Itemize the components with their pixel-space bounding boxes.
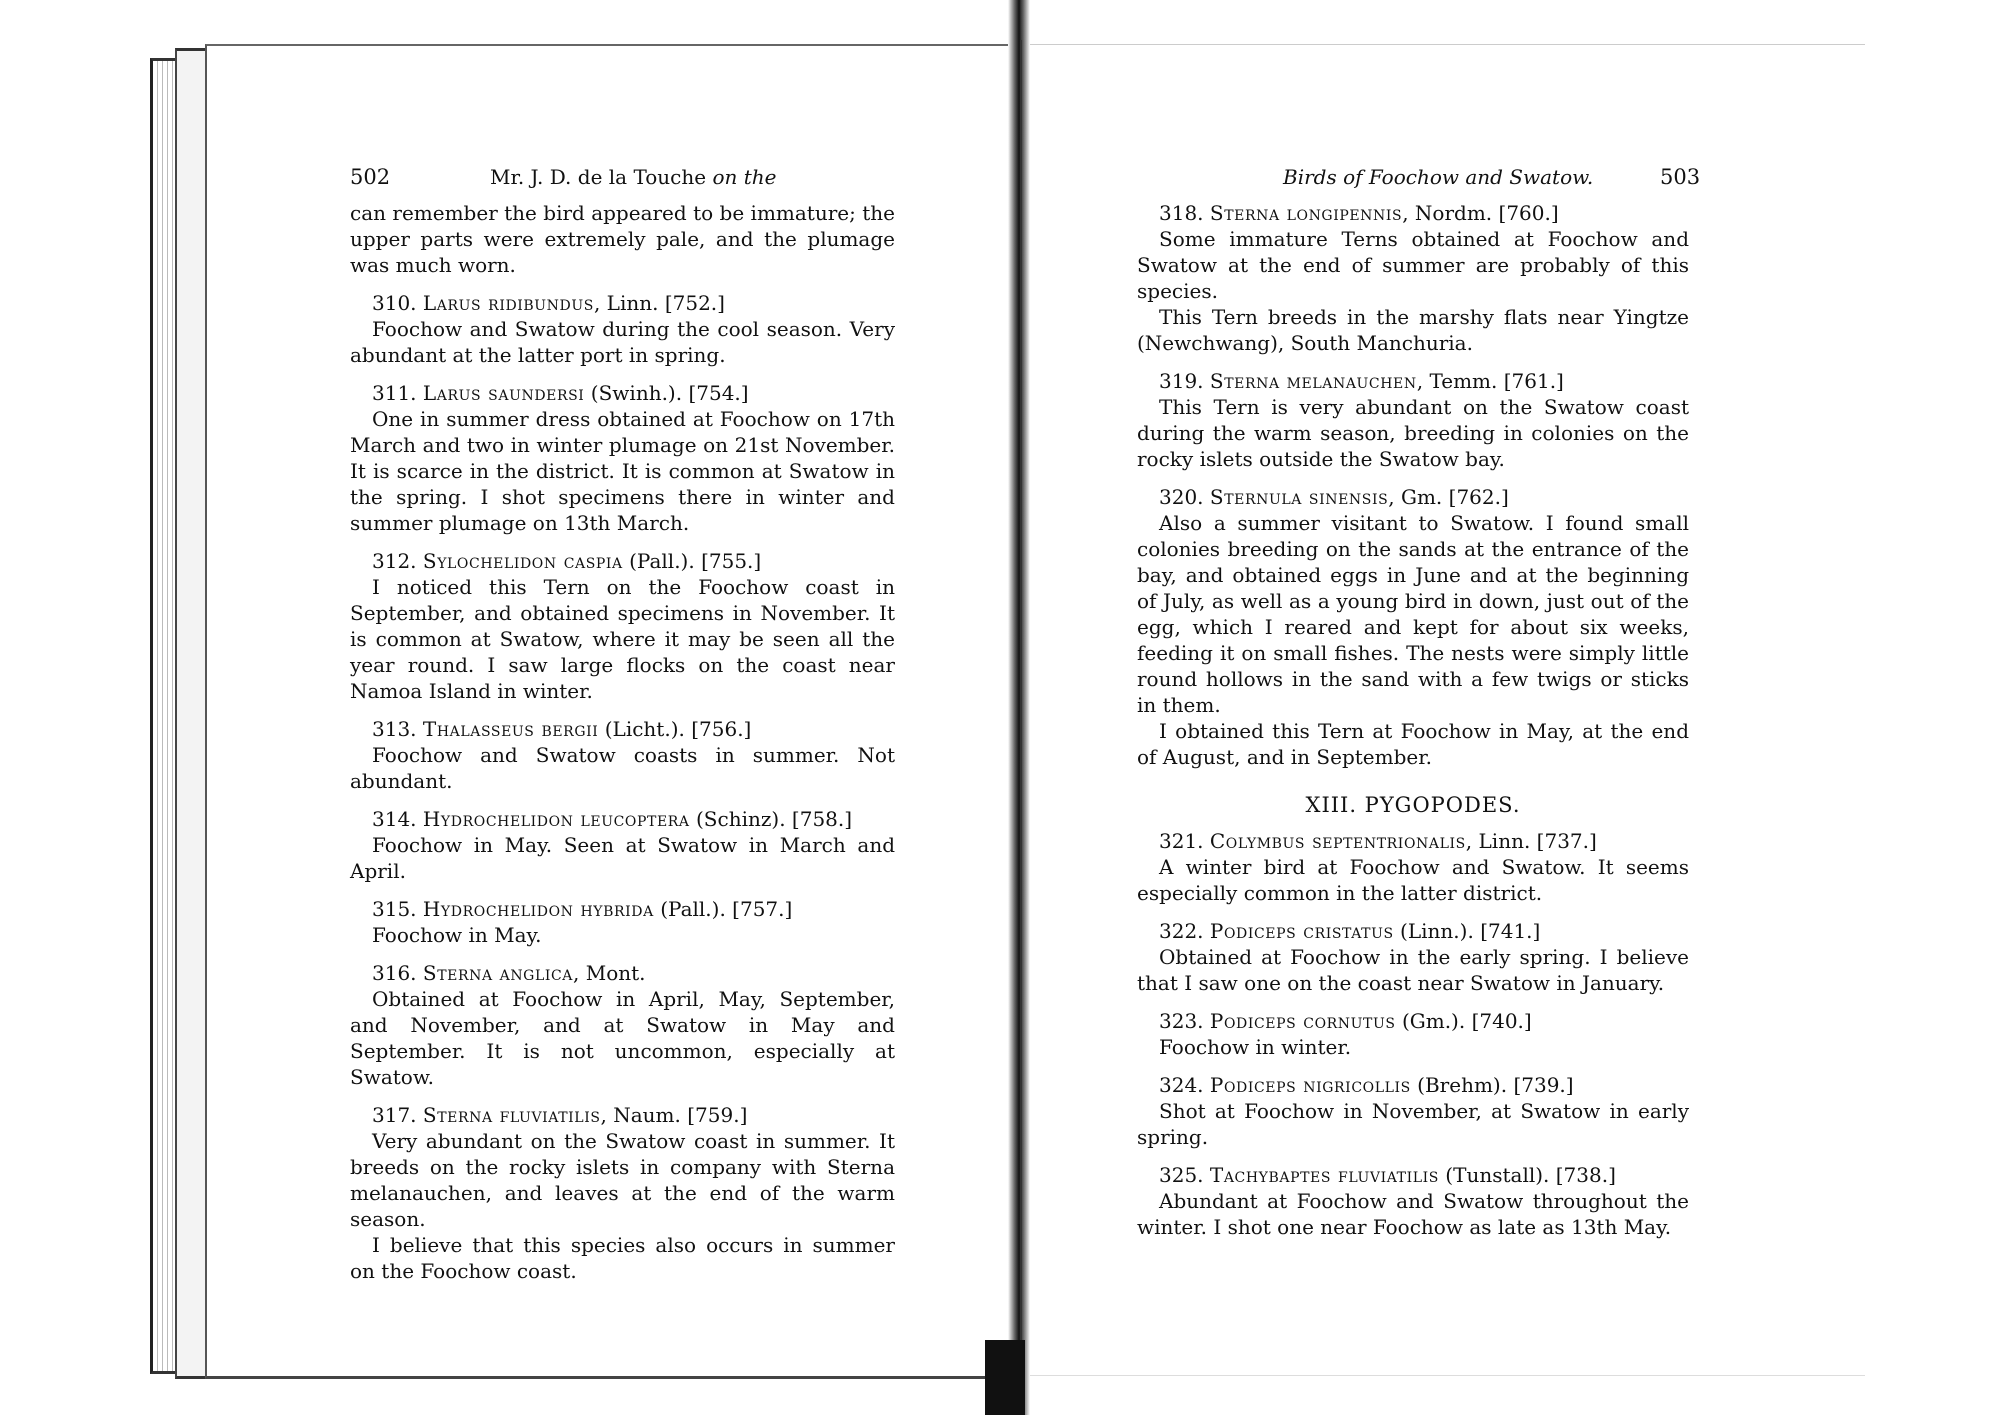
- species-entry: [1137, 1008, 1689, 1060]
- species-entry: [1137, 828, 1689, 906]
- entry-number: 323.: [1159, 1009, 1210, 1033]
- genus-name: Sylochelidon: [422, 549, 564, 573]
- entry-heading: [350, 716, 895, 742]
- species-entry: [350, 716, 895, 794]
- catalogue-ref: [737.]: [1536, 829, 1597, 853]
- entry-number: 318.: [1159, 201, 1210, 225]
- species-entry: [1137, 484, 1689, 770]
- entry-heading: [1137, 200, 1689, 226]
- entry-number: 325.: [1159, 1163, 1210, 1187]
- species-name: fluviatilis: [1338, 1163, 1439, 1187]
- catalogue-ref: [756.]: [691, 717, 752, 741]
- entry-heading: [1137, 484, 1689, 510]
- genus-name: Sterna: [1209, 201, 1287, 225]
- species-entry: [1137, 918, 1689, 996]
- genus-name: Sterna: [1209, 369, 1287, 393]
- continuation-paragraph: can remember the bird appeared to be immature; the upper parts were extremely pale, and the plumage was much worn.: [350, 201, 895, 277]
- authority: , Mont.: [573, 961, 646, 985]
- species-entry: [1137, 200, 1689, 356]
- entry-heading: [350, 1102, 895, 1128]
- authority: (Pall.).: [653, 897, 733, 921]
- entry-paragraph: I believe that this species also occurs in summer on the Foochow coast.: [350, 1233, 895, 1283]
- entry-heading: [1137, 918, 1689, 944]
- entry-number: 320.: [1159, 485, 1210, 509]
- entry-paragraph: Shot at Foochow in November, at Swatow in early spring.: [1137, 1099, 1689, 1149]
- authority: , Temm.: [1416, 369, 1504, 393]
- gutter-line: [1020, 40, 1022, 1390]
- entry-heading: [350, 548, 895, 574]
- entry-number: 312.: [372, 549, 423, 573]
- genus-name: Tachybaptes: [1209, 1163, 1339, 1187]
- genus-name: Larus: [422, 291, 489, 315]
- entry-paragraph: Abundant at Foochow and Swatow throughout the winter. I shot one near Foochow as late as 13th May.: [1137, 1189, 1689, 1239]
- section-title: XIII. PYGOPODES.: [1305, 793, 1521, 817]
- genus-name: Hydrochelidon: [422, 807, 581, 831]
- genus-name: Sterna: [422, 961, 500, 985]
- species-name: cornutus: [1303, 1009, 1396, 1033]
- authority: (Pall.).: [622, 549, 702, 573]
- left-column: [350, 200, 895, 1296]
- authority: , Gm.: [1388, 485, 1449, 509]
- entry-paragraph: Foochow in May.: [372, 923, 542, 947]
- entry-number: 315.: [372, 897, 423, 921]
- right-column: [1137, 200, 1689, 1252]
- species-entry: [350, 1102, 895, 1284]
- genus-name: Podiceps: [1209, 1009, 1304, 1033]
- catalogue-ref: [761.]: [1503, 369, 1564, 393]
- authority: (Gm.).: [1395, 1009, 1472, 1033]
- entry-number: 310.: [372, 291, 423, 315]
- authority: , Linn.: [1465, 829, 1537, 853]
- species-name: melanauchen: [1286, 369, 1417, 393]
- left-page-number: 502: [350, 165, 391, 189]
- entry-heading: [1137, 828, 1689, 854]
- authority: (Schinz).: [689, 807, 792, 831]
- entry-paragraph: Obtained at Foochow in April, May, September, and November, and at Swatow in May and September. It is not uncommon, especially at Swatow.: [350, 987, 895, 1089]
- authority: , Linn.: [593, 291, 665, 315]
- entry-number: 322.: [1159, 919, 1210, 943]
- entry-paragraph: This Tern breeds in the marshy flats near Yingtze (Newchwang), South Manchuria.: [1137, 305, 1689, 355]
- species-name: anglica: [499, 961, 574, 985]
- entry-paragraph: Some immature Terns obtained at Foochow and Swatow at the end of summer are probably of this species.: [1137, 227, 1689, 303]
- authority: , Nordm.: [1402, 201, 1499, 225]
- catalogue-ref: [757.]: [732, 897, 793, 921]
- authority: , Naum.: [600, 1103, 688, 1127]
- genus-name: Hydrochelidon: [422, 897, 581, 921]
- catalogue-ref: [752.]: [664, 291, 725, 315]
- entry-number: 321.: [1159, 829, 1210, 853]
- entry-number: 319.: [1159, 369, 1210, 393]
- species-name: leucoptera: [580, 807, 690, 831]
- species-entry: [350, 380, 895, 536]
- entry-heading: [350, 290, 895, 316]
- right-page-number: 503: [1660, 165, 1701, 189]
- catalogue-ref: [740.]: [1471, 1009, 1532, 1033]
- species-entry: [1137, 368, 1689, 472]
- species-name: bergii: [541, 717, 599, 741]
- species-entry: [350, 806, 895, 884]
- running-head-author: Mr. J. D. de la Touche: [490, 165, 707, 189]
- species-name: cristatus: [1303, 919, 1394, 943]
- species-entry: [1137, 1162, 1689, 1240]
- species-entry: [350, 960, 895, 1090]
- entry-paragraph: Foochow and Swatow during the cool season. Very abundant at the latter port in spring.: [350, 317, 895, 367]
- entry-number: 316.: [372, 961, 423, 985]
- entry-paragraph: Foochow in winter.: [1159, 1035, 1352, 1059]
- catalogue-ref: [754.]: [688, 381, 749, 405]
- genus-name: Sternula: [1209, 485, 1309, 509]
- entry-paragraph: Very abundant on the Swatow coast in summer. It breeds on the rocky islets in company with Sterna melanauchen, and leaves at the end of the warm season.: [350, 1129, 895, 1231]
- entry-paragraph: One in summer dress obtained at Foochow on 17th March and two in winter plumage on 21st November. It is scarce in the district. It is common at Swatow in the spring. I shot specimens there in winter and summer plumage on 13th March.: [350, 407, 895, 535]
- catalogue-ref: [755.]: [701, 549, 762, 573]
- entry-heading: [350, 896, 895, 922]
- authority: (Swinh.).: [584, 381, 689, 405]
- entry-heading: [350, 960, 895, 986]
- species-name: ridibundus: [488, 291, 594, 315]
- catalogue-ref: [741.]: [1480, 919, 1541, 943]
- catalogue-ref: [759.]: [687, 1103, 748, 1127]
- species-entry: [1137, 1072, 1689, 1150]
- right-entry-list-a: [1137, 200, 1689, 770]
- authority: (Brehm).: [1410, 1073, 1514, 1097]
- left-entry-list: [350, 290, 895, 1284]
- entry-heading: [1137, 1008, 1689, 1034]
- species-entry: [350, 290, 895, 368]
- genus-name: Podiceps: [1209, 919, 1304, 943]
- entry-number: 324.: [1159, 1073, 1210, 1097]
- entry-paragraph: Obtained at Foochow in the early spring. I believe that I saw one on the coast near Swatow in January.: [1137, 945, 1689, 995]
- catalogue-ref: [758.]: [791, 807, 853, 831]
- species-name: hybrida: [580, 897, 654, 921]
- book-gutter: [1008, 0, 1030, 1415]
- species-entry: [350, 896, 895, 948]
- entry-heading: [350, 380, 895, 406]
- species-name: caspia: [563, 549, 623, 573]
- authority: (Linn.).: [1393, 919, 1481, 943]
- genus-name: Podiceps: [1209, 1073, 1304, 1097]
- entry-number: 317.: [372, 1103, 423, 1127]
- genus-name: Larus: [422, 381, 489, 405]
- entry-heading: [1137, 368, 1689, 394]
- entry-paragraph: Foochow in May. Seen at Swatow in March and April.: [350, 833, 895, 883]
- entry-number: 313.: [372, 717, 423, 741]
- genus-name: Thalasseus: [422, 717, 542, 741]
- entry-paragraph: A winter bird at Foochow and Swatow. It seems especially common in the latter district.: [1137, 855, 1689, 905]
- running-head-suffix: on the: [712, 165, 777, 189]
- entry-heading: [1137, 1162, 1689, 1188]
- species-name: nigricollis: [1303, 1073, 1411, 1097]
- species-entry: [350, 548, 895, 704]
- right-entry-list-b: [1137, 828, 1689, 1240]
- catalogue-ref: [738.]: [1555, 1163, 1616, 1187]
- genus-name: Sterna: [422, 1103, 500, 1127]
- entry-paragraph: This Tern is very abundant on the Swatow coast during the warm season, breeding in colonies on the rocky islets outside the Swatow bay.: [1137, 395, 1689, 471]
- entry-number: 314.: [372, 807, 423, 831]
- entry-heading: [1137, 1072, 1689, 1098]
- entry-paragraph: I obtained this Tern at Foochow in May, at the end of August, and in September.: [1137, 719, 1689, 769]
- authority: (Tunstall).: [1438, 1163, 1556, 1187]
- species-name: fluviatilis: [499, 1103, 601, 1127]
- catalogue-ref: [760.]: [1498, 201, 1559, 225]
- entry-paragraph: I noticed this Tern on the Foochow coast in September, and obtained specimens in November. It is common at Swatow, where it may be seen all the year round. I saw large flocks on the coast near Namoa Island in winter.: [350, 575, 895, 703]
- species-name: longipennis: [1286, 201, 1403, 225]
- species-name: saundersi: [488, 381, 585, 405]
- species-name: sinensis: [1308, 485, 1389, 509]
- authority: (Licht.).: [598, 717, 692, 741]
- left-running-head: [490, 165, 776, 189]
- entry-heading: [350, 806, 895, 832]
- entry-paragraph: Foochow and Swatow coasts in summer. Not abundant.: [350, 743, 895, 793]
- entry-paragraph: Also a summer visitant to Swatow. I found small colonies breeding on the sands at the entrance of the bay, and obtained eggs in June and at the beginning of July, as well as a young bird in down, just out of the egg, which I reared and kept for about six weeks, feeding it on small fishes. The nests were simply little round hollows in the sand with a few twigs or sticks in them.: [1137, 511, 1689, 717]
- binding-tab: [985, 1340, 1025, 1415]
- right-running-head: Birds of Foochow and Swatow.: [1283, 165, 1594, 189]
- genus-name: Colymbus: [1209, 829, 1313, 853]
- catalogue-ref: [739.]: [1513, 1073, 1574, 1097]
- species-name: septentrionalis: [1312, 829, 1466, 853]
- catalogue-ref: [762.]: [1448, 485, 1509, 509]
- entry-number: 311.: [372, 381, 423, 405]
